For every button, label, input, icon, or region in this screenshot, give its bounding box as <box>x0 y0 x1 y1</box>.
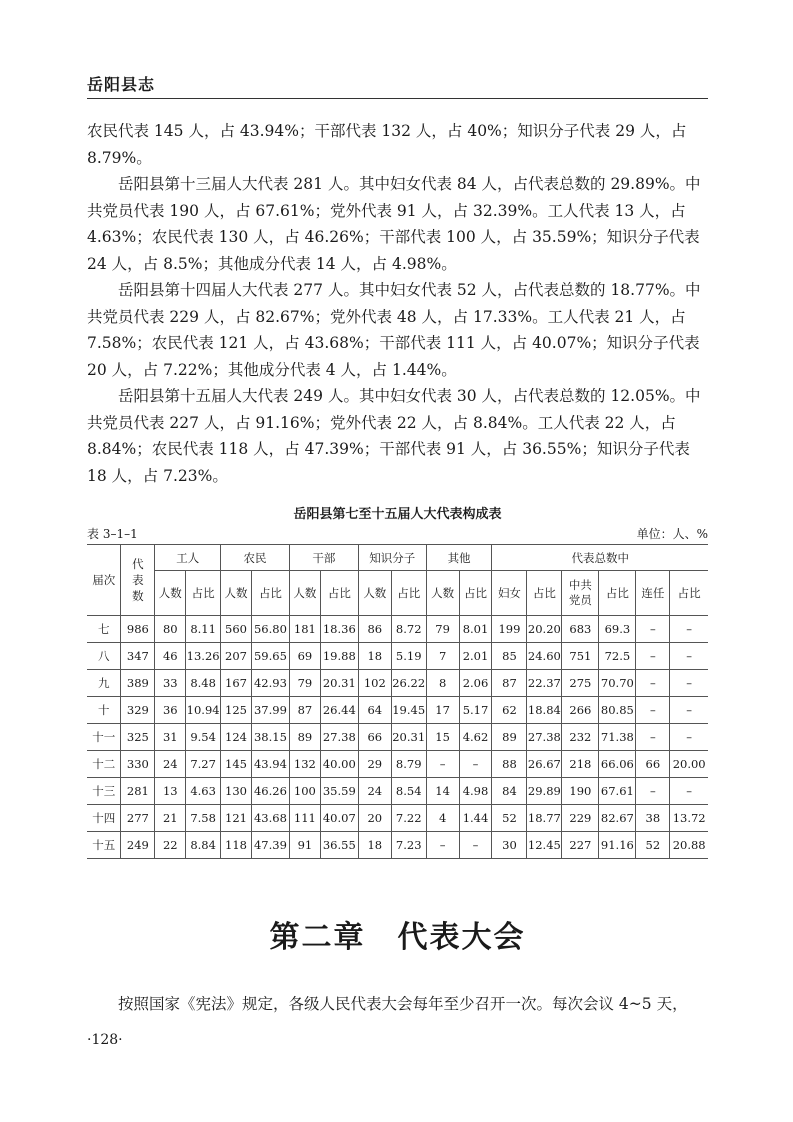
table-cell: 10.94 <box>186 697 221 724</box>
table-cell: – <box>670 778 708 805</box>
table-cell: 87 <box>289 697 320 724</box>
table-cell: 100 <box>289 778 320 805</box>
table-cell: 62 <box>492 697 527 724</box>
table-cell: 十三 <box>87 778 121 805</box>
table-cell: 281 <box>121 778 155 805</box>
table-cell: 7.22 <box>391 805 426 832</box>
table-cell: 751 <box>562 643 599 670</box>
paragraph-4: 岳阳县第十五届人大代表 249 人。其中妇女代表 30 人，占代表总数的 12.05%。中共党员代表 227 人，占 91.16%；党外代表 22 人，占 8.84%。工人代表 22 人，占 8.84%；农民代表 118 人，占 47.39%；干部代表 91 人，占 36.55%；知识分子代表 18 人，占 7.23%。 <box>87 387 701 485</box>
table-row <box>87 805 708 832</box>
header-ratio: 占比 <box>320 571 358 616</box>
paragraph-1: 农民代表 145 人，占 43.94%；干部代表 132 人，占 40%；知识分子代表 29 人，占 8.79%。 <box>87 122 687 167</box>
table-cell: 4.98 <box>459 778 492 805</box>
header-count: 人数 <box>289 571 320 616</box>
table-cell: 79 <box>426 616 459 643</box>
header-rule <box>87 98 708 99</box>
table-cell: 132 <box>289 751 320 778</box>
table-row <box>87 778 708 805</box>
table-cell: – <box>459 832 492 859</box>
table-cell: 69 <box>289 643 320 670</box>
table-cell: 52 <box>636 832 670 859</box>
table-cell: 27.38 <box>527 724 562 751</box>
header-count: 人数 <box>155 571 186 616</box>
table-cell: 19.45 <box>391 697 426 724</box>
table-cell: 46.26 <box>251 778 289 805</box>
table-cell: 35.59 <box>320 778 358 805</box>
table-cell: 十 <box>87 697 121 724</box>
table-cell: 227 <box>562 832 599 859</box>
table-cell: 13.72 <box>670 805 708 832</box>
table-cell: 8 <box>426 670 459 697</box>
table-cell: 8.84 <box>186 832 221 859</box>
table-cell: – <box>636 616 670 643</box>
table-cell: 21 <box>155 805 186 832</box>
table-cell: 249 <box>121 832 155 859</box>
table-cell: 8.11 <box>186 616 221 643</box>
header-ratio: 占比 <box>391 571 426 616</box>
table-cell: 89 <box>492 724 527 751</box>
table-number: 表 3–1–1 <box>87 527 138 541</box>
table-cell: – <box>636 643 670 670</box>
table-cell: 66 <box>358 724 391 751</box>
table-unit: 单位：人、% <box>636 527 708 541</box>
table-cell: 4.62 <box>459 724 492 751</box>
header-ratio: 占比 <box>527 571 562 616</box>
table-cell: – <box>670 697 708 724</box>
table-cell: 266 <box>562 697 599 724</box>
table-cell: 43.94 <box>251 751 289 778</box>
table-cell: 18.84 <box>527 697 562 724</box>
table-cell: 15 <box>426 724 459 751</box>
table-cell: 40.00 <box>320 751 358 778</box>
table-cell: – <box>636 670 670 697</box>
table-cell: 18 <box>358 832 391 859</box>
table-cell: 46 <box>155 643 186 670</box>
table-cell: 56.80 <box>251 616 289 643</box>
table-cell: 121 <box>221 805 252 832</box>
table-cell: 8.48 <box>186 670 221 697</box>
table-cell: – <box>670 643 708 670</box>
table-cell: 36.55 <box>320 832 358 859</box>
table-cell: 7.23 <box>391 832 426 859</box>
table-cell: – <box>459 751 492 778</box>
table-cell: 38.15 <box>251 724 289 751</box>
table-cell: 72.5 <box>599 643 636 670</box>
table-cell: 560 <box>221 616 252 643</box>
table-cell: 29 <box>358 751 391 778</box>
table-cell: 20.00 <box>670 751 708 778</box>
header-count: 人数 <box>358 571 391 616</box>
table-cell: 275 <box>562 670 599 697</box>
table-cell: – <box>426 751 459 778</box>
paragraph-5: 按照国家《宪法》规定，各级人民代表大会每年至少召开一次。每次会议 4~5 天， <box>118 995 688 1013</box>
chapter-title: 第二章 代表大会 <box>269 920 526 955</box>
table-row <box>87 751 708 778</box>
table-cell: 2.01 <box>459 643 492 670</box>
header-total: 代表数 <box>121 545 155 616</box>
table-cell: 十一 <box>87 724 121 751</box>
table-cell: 64 <box>358 697 391 724</box>
table-cell: 80 <box>155 616 186 643</box>
table-cell: 52 <box>492 805 527 832</box>
table-cell: 71.38 <box>599 724 636 751</box>
table-cell: 8.54 <box>391 778 426 805</box>
table-cell: 42.93 <box>251 670 289 697</box>
table-cell: 986 <box>121 616 155 643</box>
table-cell: 8.79 <box>391 751 426 778</box>
table-cell: 80.85 <box>599 697 636 724</box>
table-cell: 40.07 <box>320 805 358 832</box>
header-reelected: 连任 <box>636 571 670 616</box>
header-party: 中共党员 <box>562 571 599 616</box>
table-cell: 20.31 <box>320 670 358 697</box>
table-cell: 69.3 <box>599 616 636 643</box>
header-ratio: 占比 <box>186 571 221 616</box>
header-of-total: 代表总数中 <box>492 545 708 571</box>
table-cell: 七 <box>87 616 121 643</box>
table-cell: 十五 <box>87 832 121 859</box>
table-cell: 67.61 <box>599 778 636 805</box>
table-cell: 37.99 <box>251 697 289 724</box>
table-body <box>87 616 708 859</box>
table-cell: – <box>426 832 459 859</box>
table-cell: 20 <box>358 805 391 832</box>
table-title: 岳阳县第七至十五届人大代表构成表 <box>293 507 502 522</box>
table-cell: 66.06 <box>599 751 636 778</box>
running-header-title: 岳阳县志 <box>87 75 156 94</box>
table-cell: 66 <box>636 751 670 778</box>
table-cell: 84 <box>492 778 527 805</box>
table-cell: 232 <box>562 724 599 751</box>
table-row <box>87 724 708 751</box>
table-cell: 十四 <box>87 805 121 832</box>
table-cell: 91 <box>289 832 320 859</box>
table-cell: 27.38 <box>320 724 358 751</box>
header-count: 人数 <box>221 571 252 616</box>
table-header-row-1 <box>87 545 708 571</box>
table-cell: 8.72 <box>391 616 426 643</box>
table-cell: 20.88 <box>670 832 708 859</box>
table-row <box>87 643 708 670</box>
table-cell: – <box>636 697 670 724</box>
table-cell: 26.22 <box>391 670 426 697</box>
table-cell: 36 <box>155 697 186 724</box>
table-cell: 125 <box>221 697 252 724</box>
header-intellectuals: 知识分子 <box>358 545 426 571</box>
table-row <box>87 832 708 859</box>
header-ratio: 占比 <box>599 571 636 616</box>
table-cell: 20.31 <box>391 724 426 751</box>
table-cell: 85 <box>492 643 527 670</box>
header-cadres: 干部 <box>289 545 358 571</box>
table-cell: – <box>670 724 708 751</box>
table-cell: 十二 <box>87 751 121 778</box>
table-cell: 329 <box>121 697 155 724</box>
page-number: ·128· <box>87 1032 123 1048</box>
table-cell: 九 <box>87 670 121 697</box>
table-cell: 167 <box>221 670 252 697</box>
table-cell: 330 <box>121 751 155 778</box>
table-cell: 86 <box>358 616 391 643</box>
paragraph-2: 岳阳县第十三届人大代表 281 人。其中妇女代表 84 人，占代表总数的 29.89%。中共党员代表 190 人，占 67.61%；党外代表 91 人，占 32.39%。工人代表 13 人，占 4.63%；农民代表 130 人，占 46.26%；干部代表 100 人，占 35.59%；知识分子代表 24 人，占 8.5%；其他成分代表 14 人，占 4.98%。 <box>87 175 701 273</box>
table-cell: 八 <box>87 643 121 670</box>
table-cell: 47.39 <box>251 832 289 859</box>
table-cell: 20.20 <box>527 616 562 643</box>
header-others: 其他 <box>426 545 492 571</box>
table-cell: – <box>636 778 670 805</box>
table-header-row-2 <box>87 571 708 616</box>
table-cell: 26.44 <box>320 697 358 724</box>
table-cell: 7 <box>426 643 459 670</box>
table-row <box>87 697 708 724</box>
table-cell: 18 <box>358 643 391 670</box>
table-cell: 130 <box>221 778 252 805</box>
table-cell: 19.88 <box>320 643 358 670</box>
table-cell: 88 <box>492 751 527 778</box>
table-cell: 79 <box>289 670 320 697</box>
table-cell: 118 <box>221 832 252 859</box>
table-cell: 29.89 <box>527 778 562 805</box>
table-cell: 7.27 <box>186 751 221 778</box>
table-cell: 102 <box>358 670 391 697</box>
header-workers: 工人 <box>155 545 221 571</box>
table-cell: 207 <box>221 643 252 670</box>
table-cell: 22.37 <box>527 670 562 697</box>
table-cell: 5.17 <box>459 697 492 724</box>
header-women: 妇女 <box>492 571 527 616</box>
representatives-table <box>87 544 708 859</box>
table-cell: 24.60 <box>527 643 562 670</box>
table-cell: – <box>670 616 708 643</box>
table-cell: 24 <box>358 778 391 805</box>
table-cell: 229 <box>562 805 599 832</box>
table-cell: 347 <box>121 643 155 670</box>
table-cell: 1.44 <box>459 805 492 832</box>
paragraph-3: 岳阳县第十四届人大代表 277 人。其中妇女代表 52 人，占代表总数的 18.77%。中共党员代表 229 人，占 82.67%；党外代表 48 人，占 17.33%。工人代表 21 人，占 7.58%；农民代表 121 人，占 43.68%；干部代表 111 人，占 40.07%；知识分子代表 20 人，占 7.22%；其他成分代表 4 人，占 1.44%。 <box>87 281 701 379</box>
table-cell: 4 <box>426 805 459 832</box>
table-cell: – <box>636 724 670 751</box>
table-row <box>87 670 708 697</box>
table-cell: 111 <box>289 805 320 832</box>
table-cell: 87 <box>492 670 527 697</box>
header-ratio: 占比 <box>251 571 289 616</box>
header-count: 人数 <box>426 571 459 616</box>
table-cell: 13.26 <box>186 643 221 670</box>
header-ratio: 占比 <box>670 571 708 616</box>
table-cell: 12.45 <box>527 832 562 859</box>
table-cell: 18.36 <box>320 616 358 643</box>
table-cell: 31 <box>155 724 186 751</box>
table-cell: 683 <box>562 616 599 643</box>
table-cell: 59.65 <box>251 643 289 670</box>
header-farmers: 农民 <box>221 545 290 571</box>
table-cell: 91.16 <box>599 832 636 859</box>
table-cell: 218 <box>562 751 599 778</box>
header-ratio: 占比 <box>459 571 492 616</box>
table-cell: 2.06 <box>459 670 492 697</box>
table-cell: 181 <box>289 616 320 643</box>
table-cell: 145 <box>221 751 252 778</box>
table-cell: 43.68 <box>251 805 289 832</box>
table-cell: 89 <box>289 724 320 751</box>
table-cell: 325 <box>121 724 155 751</box>
table-cell: 70.70 <box>599 670 636 697</box>
table-cell: 190 <box>562 778 599 805</box>
table-cell: 24 <box>155 751 186 778</box>
table-cell: 82.67 <box>599 805 636 832</box>
table-cell: 277 <box>121 805 155 832</box>
header-session: 届次 <box>87 545 121 616</box>
table-cell: 38 <box>636 805 670 832</box>
table-cell: 18.77 <box>527 805 562 832</box>
table-cell: 5.19 <box>391 643 426 670</box>
table-cell: 4.63 <box>186 778 221 805</box>
table-cell: 33 <box>155 670 186 697</box>
table-cell: 13 <box>155 778 186 805</box>
table-cell: 7.58 <box>186 805 221 832</box>
table-cell: 389 <box>121 670 155 697</box>
table-row <box>87 616 708 643</box>
table-cell: 9.54 <box>186 724 221 751</box>
table-cell: 30 <box>492 832 527 859</box>
table-cell: 26.67 <box>527 751 562 778</box>
table-cell: 124 <box>221 724 252 751</box>
table-cell: 22 <box>155 832 186 859</box>
table-cell: 14 <box>426 778 459 805</box>
table-cell: 8.01 <box>459 616 492 643</box>
table-cell: 199 <box>492 616 527 643</box>
table-cell: – <box>670 670 708 697</box>
table-cell: 17 <box>426 697 459 724</box>
